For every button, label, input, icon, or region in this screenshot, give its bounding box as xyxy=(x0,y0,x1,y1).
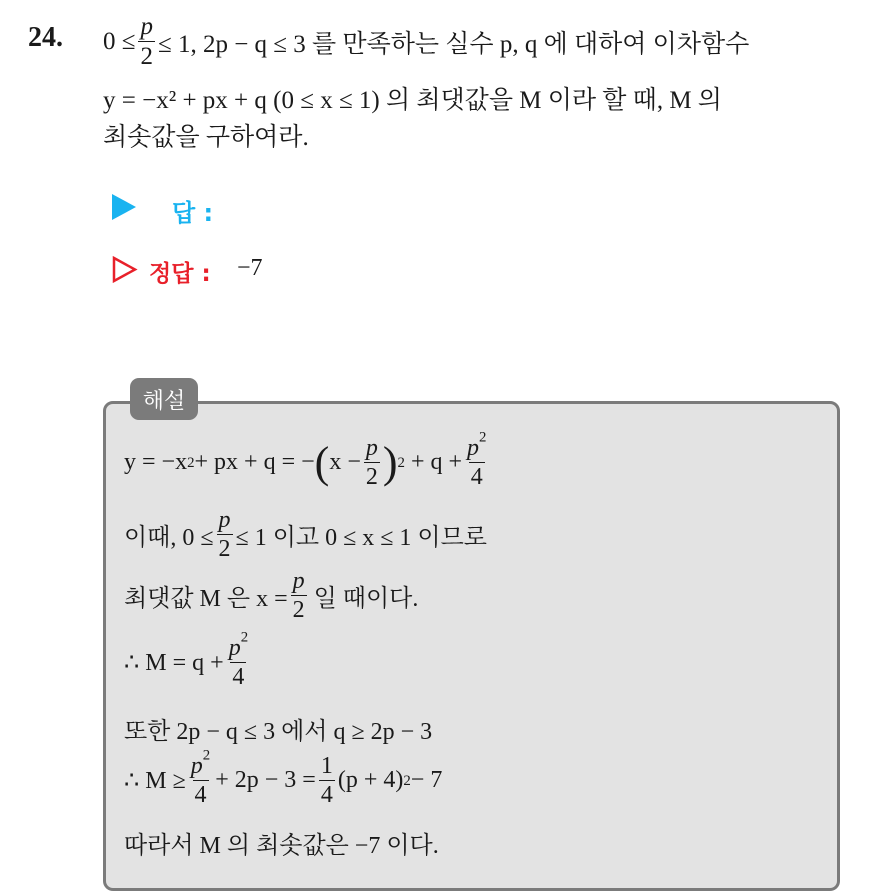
l1-frac-num: p xyxy=(365,435,378,461)
l1-part-d: x − xyxy=(329,449,361,475)
problem-number: 24. xyxy=(28,22,63,53)
l3-part-a: 최댓값 M 은 x = xyxy=(124,586,288,612)
l1-frac2-exp: 2 xyxy=(479,429,487,446)
l1-frac2-den: 4 xyxy=(470,464,483,490)
solution-tab: 해설 xyxy=(130,378,198,420)
line1-fraction xyxy=(138,14,155,69)
solution-line-3 xyxy=(124,569,418,622)
l1-frac-p2-4 xyxy=(465,429,488,490)
l6-frac1-exp: 2 xyxy=(202,747,211,764)
l1-part-c: + px + q = − xyxy=(194,449,315,475)
line1-frac-den: 2 xyxy=(140,43,153,70)
l3-frac-den: 2 xyxy=(292,597,305,623)
l6-part-e: + 2p − 3 = xyxy=(215,767,316,793)
solution-line-6: ∴ M ≥ $\frac{p^2}{4}$ + 2p − 3 = $\frac{1}{4}$ (p + 4) 2 − 7 xyxy=(124,747,443,808)
l4-part-a: ∴ M = q + xyxy=(124,650,224,676)
correct-triangle-outline-icon xyxy=(112,256,138,283)
line1-rest: ≤ 1, 2p − q ≤ 3 를 만족하는 실수 p, q 에 대하여 이차함수 xyxy=(157,30,750,58)
l1-part-a: y = −x xyxy=(124,449,188,475)
l4-frac-exp: 2 xyxy=(240,629,249,646)
l1-frac-p2 xyxy=(364,436,380,489)
l4-frac-den: 4 xyxy=(232,664,245,690)
l2-frac-den: 2 xyxy=(218,536,231,562)
answer-label: 답 : xyxy=(172,199,214,227)
l6-part-j: − 7 xyxy=(410,767,443,793)
l6-part-a: ∴ M ≥ xyxy=(124,768,186,794)
l2-part-d: ≤ 1 이고 0 ≤ x ≤ 1 이므로 xyxy=(235,525,487,551)
line1-lhs: 0 ≤ xyxy=(103,27,136,55)
l2-frac xyxy=(217,508,233,561)
correct-value: −7 xyxy=(237,255,263,281)
correct-label: 정답 : xyxy=(149,261,211,287)
l1-open-paren: ( xyxy=(314,437,330,487)
l1-close-paren: ) xyxy=(382,437,398,487)
l1-part-h: + q + xyxy=(410,449,463,475)
line1-frac-num: p xyxy=(140,13,153,40)
l3-frac-num: p xyxy=(292,568,305,594)
problem-line-1 xyxy=(103,14,749,69)
l2-frac-num: p xyxy=(218,507,231,533)
solution-line-2 xyxy=(124,508,487,561)
l3-part-d: 일 때이다. xyxy=(313,586,419,612)
l1-frac-den: 2 xyxy=(365,464,378,490)
l6-frac-2 xyxy=(319,754,335,807)
answer-triangle-icon xyxy=(112,194,136,220)
problem-line-3: 최솟값을 구하여라. xyxy=(103,124,309,151)
l2-part-a: 이때, 0 ≤ xyxy=(124,525,214,551)
l4-frac xyxy=(227,629,250,690)
solution-line-1: y = −x 2 + px + q = − ( x − $\frac{p}{2}$ ) 2 + q + $\frac{p^2}{4}$ xyxy=(124,429,487,490)
l6-frac-1 xyxy=(189,747,212,808)
l6-frac2-den: 4 xyxy=(320,782,333,808)
problem-line-2: y = −x² + px + q (0 ≤ x ≤ 1) 의 최댓값을 M 이라 할 때, M 의 xyxy=(103,87,722,114)
l6-part-h: (p + 4) xyxy=(337,767,404,793)
l6-frac1-den: 4 xyxy=(194,782,207,808)
solution-line-5: 또한 2p − q ≤ 3 에서 q ≥ 2p − 3 xyxy=(124,719,433,745)
solution-line-4 xyxy=(124,629,253,690)
l3-frac xyxy=(291,569,307,622)
l6-frac2-num: 1 xyxy=(320,753,333,779)
solution-line-7: 따라서 M 의 최솟값은 −7 이다. xyxy=(124,833,439,859)
l6-frac1-num: p xyxy=(190,753,203,779)
l4-frac-num: p xyxy=(228,635,241,661)
l1-frac2-num: p xyxy=(467,435,480,461)
